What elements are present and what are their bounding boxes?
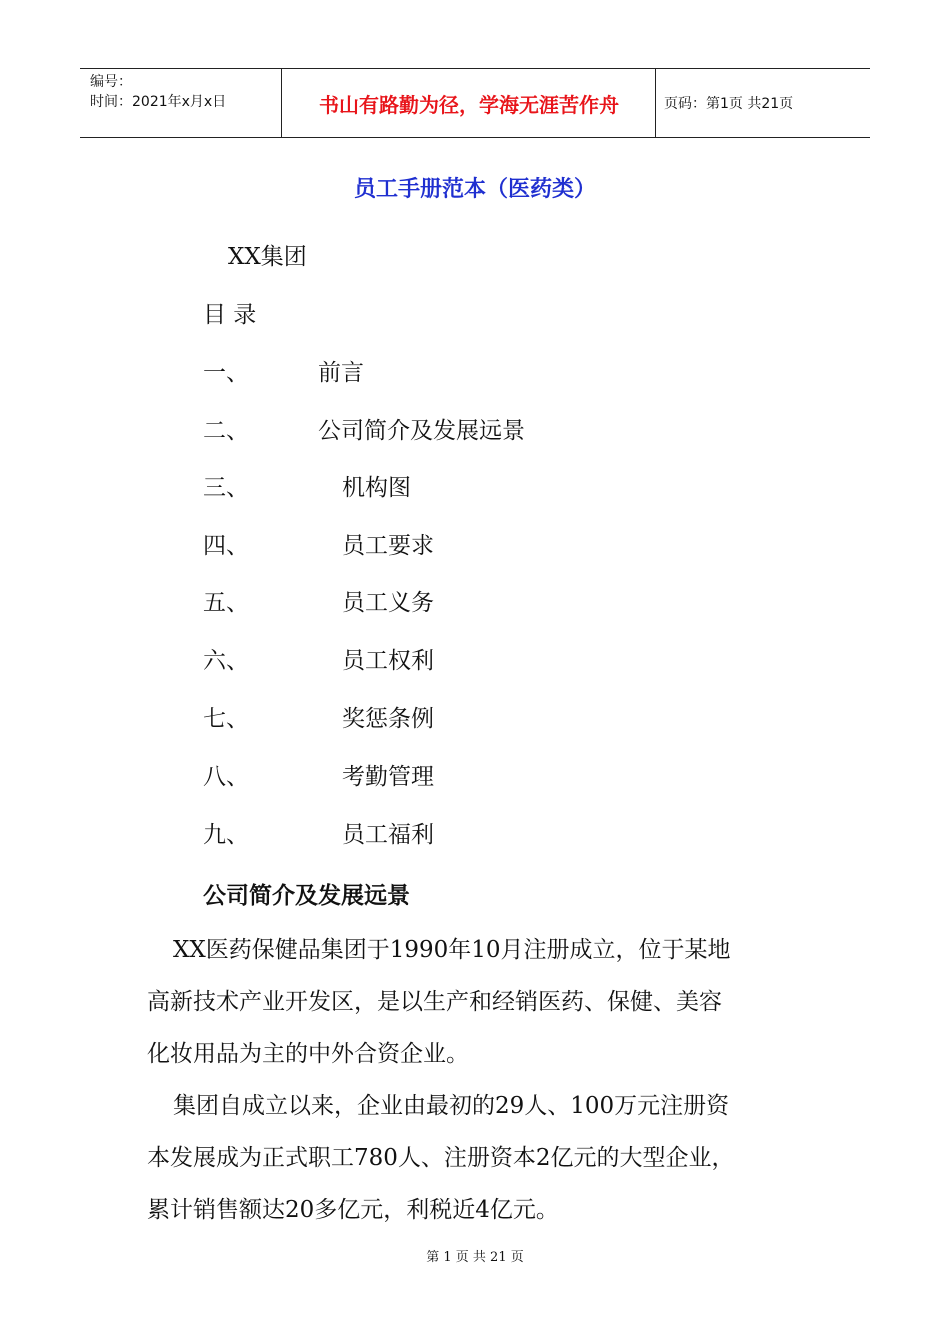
number-label: 编号： <box>90 74 132 90</box>
paragraph-intro <box>147 924 807 1080</box>
toc-title: 员工义务 <box>342 590 434 616</box>
paragraph-line: 累计销售额达20多亿元，利税近4亿元。 <box>147 1197 559 1223</box>
toc-number: 四、 <box>203 533 249 559</box>
header-motto: 书山有路勤为径，学海无涯苦作舟 <box>319 92 619 117</box>
toc-number: 七、 <box>203 706 249 732</box>
paragraph-line: 高新技术产业开发区，是以生产和经销医药、保健、美容 <box>147 989 722 1015</box>
paragraph-line: 本发展成为正式职工780人、注册资本2亿元的大型企业， <box>147 1145 735 1171</box>
section-heading: 公司简介及发展远景 <box>203 883 410 909</box>
paragraph-line: 集团自成立以来，企业由最初的29人、100万元注册资 <box>173 1093 730 1119</box>
company-name: XX集团 <box>228 244 307 270</box>
toc-title: 员工权利 <box>342 648 434 674</box>
paragraph-line: 化妆用品为主的中外合资企业。 <box>147 1041 469 1067</box>
toc-title: 员工要求 <box>342 533 434 559</box>
toc-number: 三、 <box>203 475 249 501</box>
toc-number: 一、 <box>203 360 249 386</box>
toc-number: 九、 <box>203 822 249 848</box>
toc-title: 公司简介及发展远景 <box>318 418 525 444</box>
page-header <box>80 68 870 138</box>
toc-number: 六、 <box>203 648 249 674</box>
paragraph-growth <box>147 1080 807 1236</box>
header-meta <box>90 72 226 112</box>
toc-title: 员工福利 <box>342 822 434 848</box>
toc-number: 八、 <box>203 764 249 790</box>
toc-title: 奖惩条例 <box>342 706 434 732</box>
toc-title: 考勤管理 <box>342 764 434 790</box>
document-title: 员工手册范本（医药类） <box>353 177 596 202</box>
toc-heading: 目 录 <box>203 302 257 328</box>
toc-title: 机构图 <box>342 475 411 501</box>
toc-number: 二、 <box>203 418 249 444</box>
page-footer: 第 1 页 共 21 页 <box>426 1250 524 1265</box>
header-page-info: 页码：第1页 共21页 <box>664 96 794 112</box>
time-label: 时间：2021年x月x日 <box>90 94 227 110</box>
toc-number: 五、 <box>203 590 249 616</box>
toc-title: 前言 <box>318 360 364 386</box>
paragraph-line: XX医药保健品集团于1990年10月注册成立，位于某地 <box>173 937 731 963</box>
